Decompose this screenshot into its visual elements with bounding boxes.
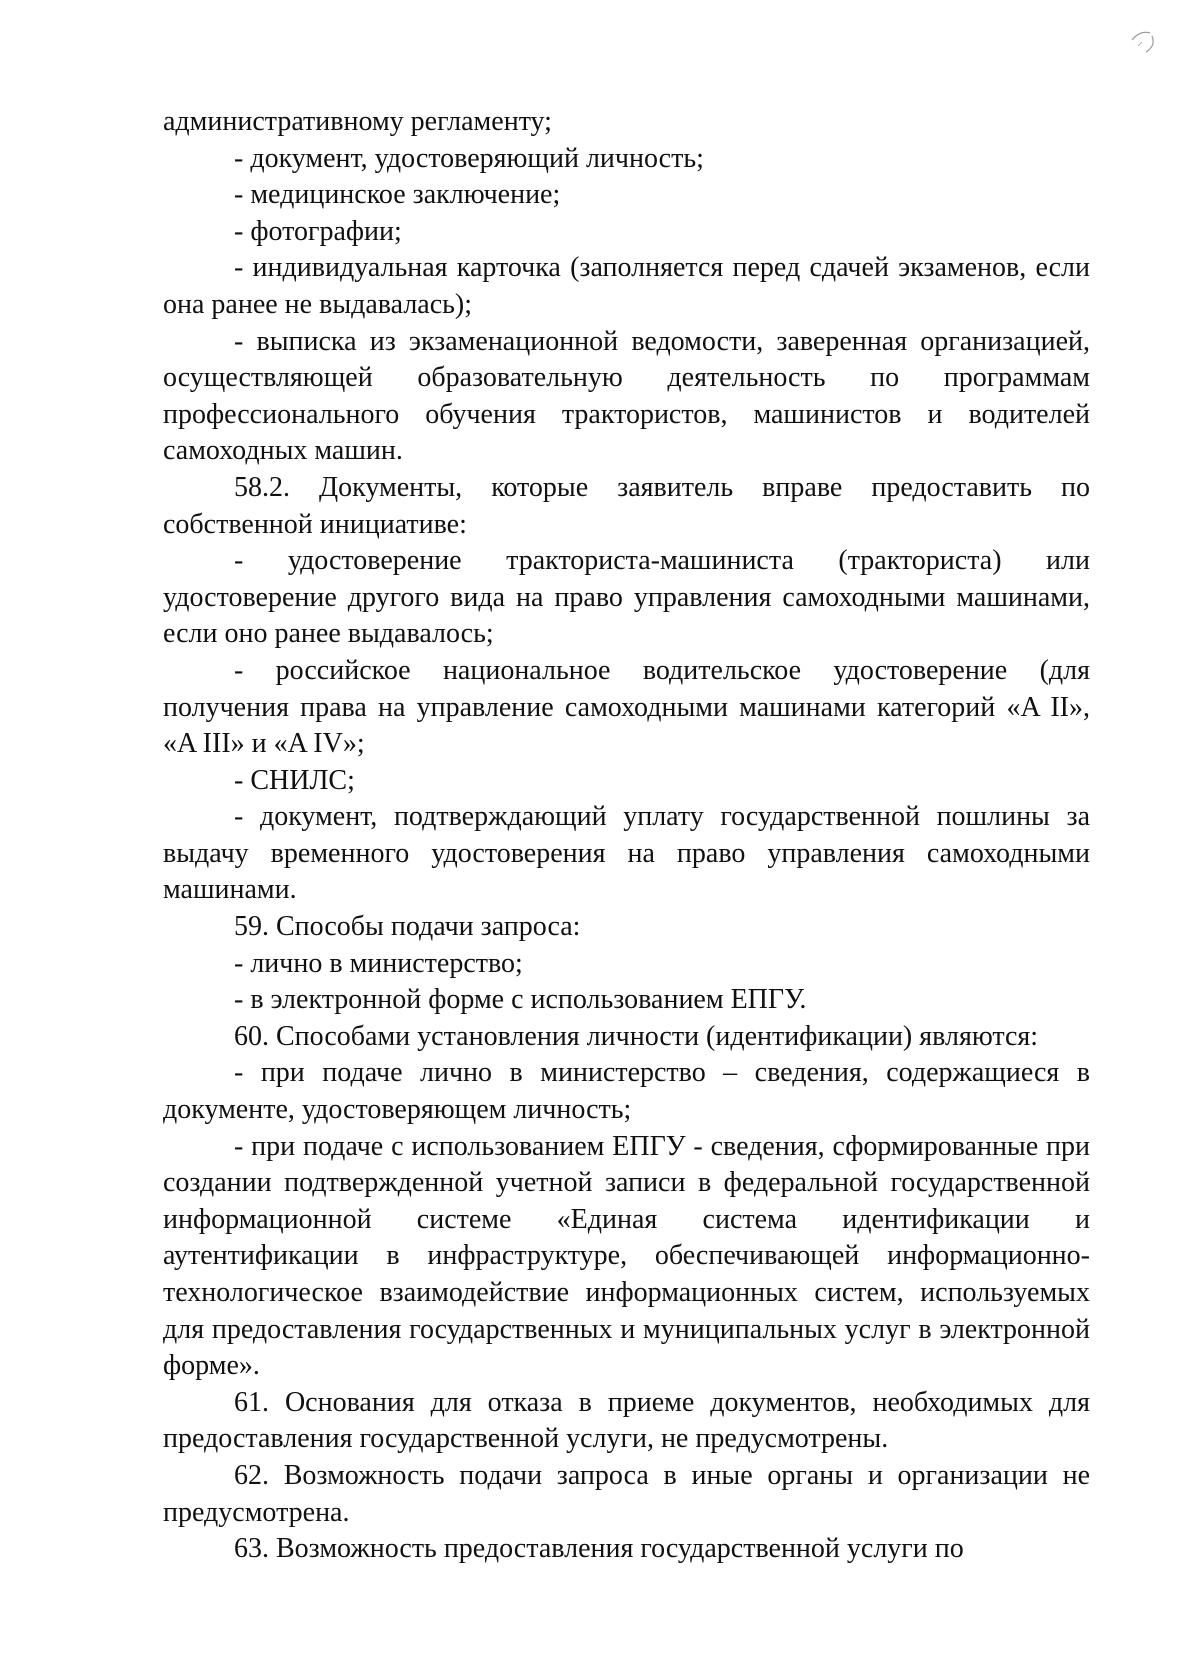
list-item: - СНИЛС; (234, 764, 355, 796)
section-paragraph: 61. Основания для отказа в приеме документов, необходимых для предоставления государственной услуги, не предусмотрены. (163, 1386, 1090, 1455)
list-item: - выписка из экзаменационной ведомости, заверенная организацией, осуществляющей образовательную деятельность по программам профессионального обучения трактористов, машинистов и водителей самоходных машин. (163, 325, 1090, 467)
list-item: - фотографии; (234, 215, 402, 247)
list-item: - документ, удостоверяющий личность; (234, 142, 704, 174)
section-paragraph: 59. Способы подачи запроса: (234, 911, 581, 943)
list-item: - при подаче с использованием ЕПГУ - сведения, сформированные при создании подтвержденной учетной записи в федеральной государственной информационной системе «Единая система идентификации и аутентификации в инфраструктуре, обеспечивающей информационно-технологическое взаимодействие информационных систем, используемых для предоставления государственных и муниципальных услуг в электронной форме». (163, 1130, 1090, 1382)
corner-handwritten-mark (1128, 26, 1158, 56)
list-item: - медицинское заключение; (234, 179, 561, 211)
list-item: - лично в министерство; (234, 947, 523, 979)
section-paragraph: 62. Возможность подачи запроса в иные органы и организации не предусмотрена. (163, 1459, 1090, 1528)
section-paragraph: 58.2. Документы, которые заявитель вправе предоставить по собственной инициативе: (163, 471, 1090, 540)
section-paragraph: 60. Способами установления личности (идентификации) являются: (234, 1020, 1039, 1052)
list-item: - индивидуальная карточка (заполняется перед сдачей экзаменов, если она ранее не выдавалась); (163, 252, 1090, 320)
list-item: - при подаче лично в министерство – сведения, содержащиеся в документе, удостоверяющем личность; (163, 1057, 1090, 1126)
list-item: - в электронной форме с использованием ЕПГУ. (234, 984, 807, 1016)
list-item: - документ, подтверждающий уплату государственной пошлины за выдачу временного удостоверения на право управления самоходными машинами. (163, 801, 1090, 906)
list-item: - российское национальное водительское удостоверение (для получения права на управление самоходными машинами категорий «A II», «A III» и «A IV»; (163, 654, 1090, 760)
document-body (163, 104, 1090, 1568)
list-item: - удостоверение тракториста-машиниста (тракториста) или удостоверение другого вида на право управления самоходными машинами, если оно ранее выдавалось; (163, 545, 1090, 650)
section-paragraph: 63. Возможность предоставления государственной услуги по (234, 1533, 964, 1565)
paragraph: административному регламенту; (163, 106, 552, 137)
